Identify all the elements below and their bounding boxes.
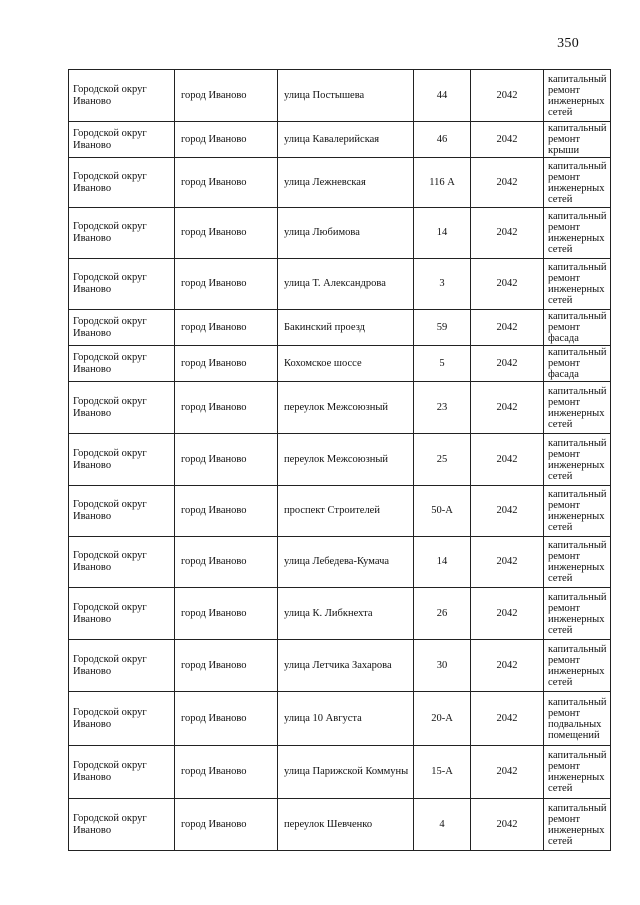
street-cell: улица Любимова [278,208,414,259]
work-type-cell: капитальный ремонт инженерных сетей [544,70,611,122]
street-cell: улица Т. Александрова [278,259,414,310]
work-type-cell: капитальный ремонт инженерных сетей [544,259,611,310]
year-cell: 2042 [471,122,544,158]
table-row [69,158,611,208]
table-row [69,486,611,537]
work-type-cell: капитальный ремонт инженерных сетей [544,434,611,486]
street-cell: переулок Шевченко [278,799,414,851]
year-cell: 2042 [471,208,544,259]
district-cell: Городской округ Иваново [69,692,175,746]
table-row [69,382,611,434]
district-cell: Городской округ Иваново [69,122,175,158]
table-row [69,310,611,346]
table-row [69,208,611,259]
city-cell: город Иваново [175,434,278,486]
table-row [69,122,611,158]
city-cell: город Иваново [175,382,278,434]
house-number-cell: 14 [414,208,471,259]
street-cell: улица Летчика Захарова [278,640,414,692]
district-cell: Городской округ Иваново [69,346,175,382]
city-cell: город Иваново [175,158,278,208]
district-cell: Городской округ Иваново [69,208,175,259]
district-cell: Городской округ Иваново [69,588,175,640]
street-cell: улица Лежневская [278,158,414,208]
house-number-cell: 116 А [414,158,471,208]
work-type-cell: капитальный ремонт инженерных сетей [544,799,611,851]
work-type-cell: капитальный ремонт инженерных сетей [544,537,611,588]
work-type-cell: капитальный ремонт фасада [544,310,611,346]
house-number-cell: 44 [414,70,471,122]
year-cell: 2042 [471,537,544,588]
work-type-cell: капитальный ремонт фасада [544,346,611,382]
year-cell: 2042 [471,346,544,382]
house-number-cell: 50-А [414,486,471,537]
street-cell: Кохомское шоссе [278,346,414,382]
district-cell: Городской округ Иваново [69,382,175,434]
year-cell: 2042 [471,158,544,208]
city-cell: город Иваново [175,346,278,382]
house-number-cell: 23 [414,382,471,434]
table-row [69,640,611,692]
house-number-cell: 5 [414,346,471,382]
table-row [69,692,611,746]
work-type-cell: капитальный ремонт инженерных сетей [544,208,611,259]
year-cell: 2042 [471,70,544,122]
district-cell: Городской округ Иваново [69,486,175,537]
city-cell: город Иваново [175,70,278,122]
house-number-cell: 30 [414,640,471,692]
street-cell: улица Постышева [278,70,414,122]
city-cell: город Иваново [175,640,278,692]
table-row [69,537,611,588]
street-cell: улица Лебедева-Кумача [278,537,414,588]
city-cell: город Иваново [175,310,278,346]
street-cell: переулок Межсоюзный [278,434,414,486]
district-cell: Городской округ Иваново [69,310,175,346]
city-cell: город Иваново [175,799,278,851]
house-number-cell: 14 [414,537,471,588]
work-type-cell: капитальный ремонт подвальных помещений [544,692,611,746]
district-cell: Городской округ Иваново [69,640,175,692]
work-type-cell: капитальный ремонт инженерных сетей [544,158,611,208]
table-row [69,259,611,310]
work-type-cell: капитальный ремонт инженерных сетей [544,640,611,692]
work-type-cell: капитальный ремонт инженерных сетей [544,746,611,799]
year-cell: 2042 [471,799,544,851]
city-cell: город Иваново [175,746,278,799]
year-cell: 2042 [471,486,544,537]
city-cell: город Иваново [175,259,278,310]
city-cell: город Иваново [175,692,278,746]
page-number: 350 [557,36,579,51]
district-cell: Городской округ Иваново [69,434,175,486]
district-cell: Городской округ Иваново [69,70,175,122]
house-number-cell: 3 [414,259,471,310]
work-type-cell: капитальный ремонт инженерных сетей [544,486,611,537]
house-number-cell: 25 [414,434,471,486]
registry-table [68,69,611,851]
district-cell: Городской округ Иваново [69,799,175,851]
work-type-cell: капитальный ремонт крыши [544,122,611,158]
table-row [69,434,611,486]
city-cell: город Иваново [175,122,278,158]
street-cell: улица Кавалерийская [278,122,414,158]
city-cell: город Иваново [175,537,278,588]
street-cell: улица Парижской Коммуны [278,746,414,799]
year-cell: 2042 [471,640,544,692]
city-cell: город Иваново [175,486,278,537]
house-number-cell: 46 [414,122,471,158]
year-cell: 2042 [471,746,544,799]
city-cell: город Иваново [175,588,278,640]
house-number-cell: 20-А [414,692,471,746]
year-cell: 2042 [471,434,544,486]
street-cell: улица 10 Августа [278,692,414,746]
house-number-cell: 4 [414,799,471,851]
district-cell: Городской округ Иваново [69,746,175,799]
table-row [69,70,611,122]
house-number-cell: 59 [414,310,471,346]
district-cell: Городской округ Иваново [69,259,175,310]
work-type-cell: капитальный ремонт инженерных сетей [544,382,611,434]
street-cell: улица К. Либкнехта [278,588,414,640]
work-type-cell: капитальный ремонт инженерных сетей [544,588,611,640]
table-row [69,346,611,382]
table-row [69,746,611,799]
city-cell: город Иваново [175,208,278,259]
year-cell: 2042 [471,692,544,746]
house-number-cell: 26 [414,588,471,640]
table-row [69,588,611,640]
street-cell: переулок Межсоюзный [278,382,414,434]
year-cell: 2042 [471,588,544,640]
district-cell: Городской округ Иваново [69,158,175,208]
district-cell: Городской округ Иваново [69,537,175,588]
house-number-cell: 15-А [414,746,471,799]
street-cell: Бакинский проезд [278,310,414,346]
year-cell: 2042 [471,310,544,346]
year-cell: 2042 [471,382,544,434]
table-row [69,799,611,851]
year-cell: 2042 [471,259,544,310]
street-cell: проспект Строителей [278,486,414,537]
